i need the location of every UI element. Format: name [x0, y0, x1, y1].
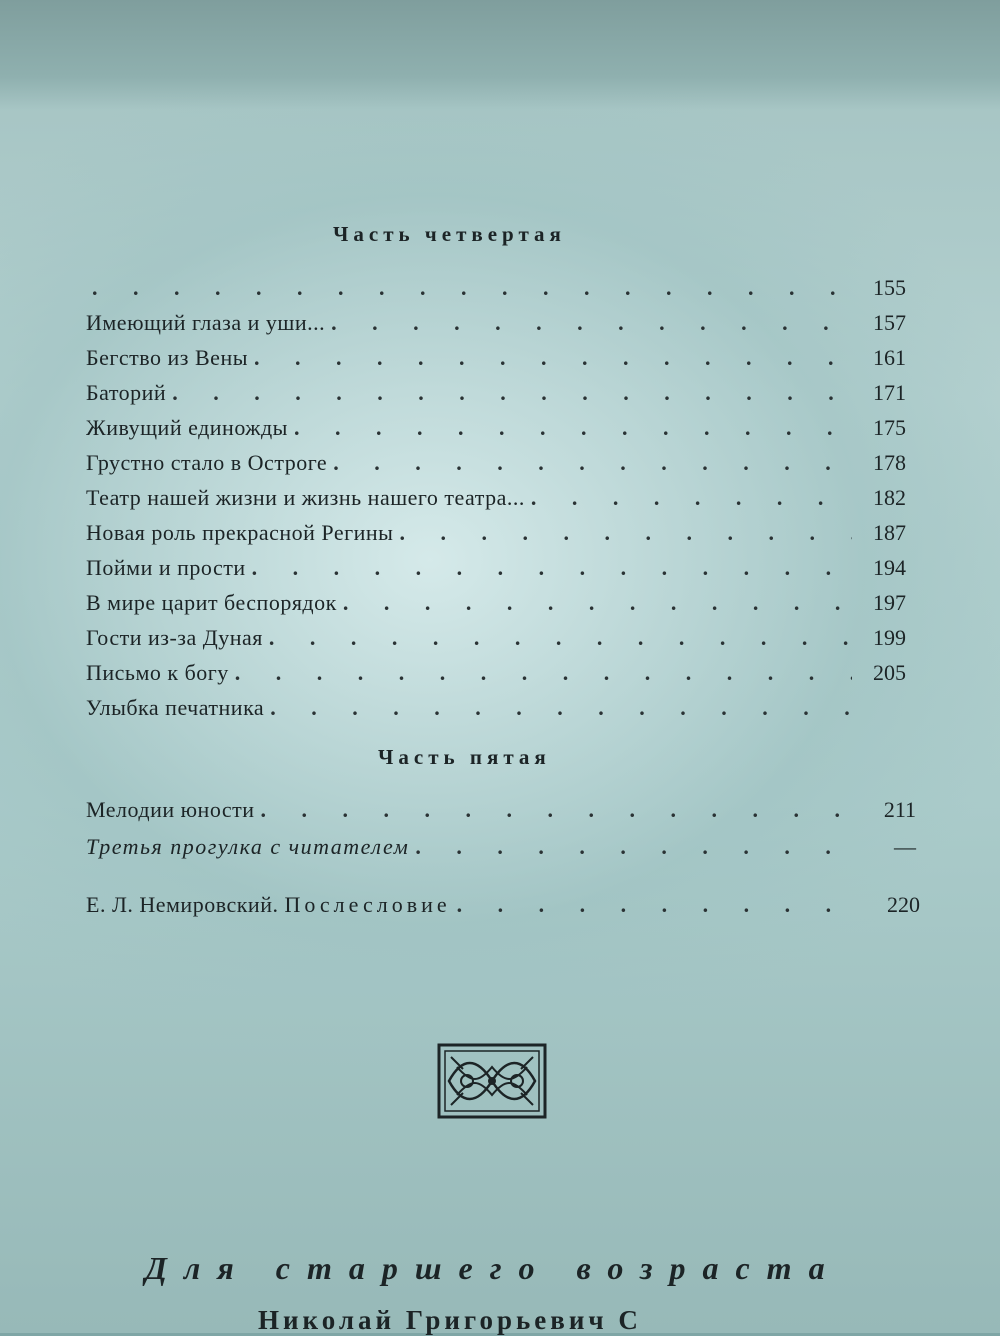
toc-row [86, 345, 906, 377]
toc-row [86, 625, 906, 657]
toc-row [86, 450, 906, 482]
toc-row-page: 178 [873, 450, 906, 475]
toc-row-title: В мире царит беспорядок [86, 590, 337, 615]
toc-row-page: — [894, 834, 916, 859]
toc-row [86, 834, 916, 866]
toc-leader-dots [531, 485, 852, 511]
toc-row-title: Новая роль прекрасной Регины [86, 520, 394, 545]
toc-row-title: Гости из-за Дуная [86, 625, 263, 650]
toc-row [86, 590, 906, 622]
toc-row-page: 161 [873, 345, 906, 370]
toc-row-title: Третья прогулка с читателем [86, 834, 410, 859]
series-label: Для старшего возраста [145, 1250, 842, 1286]
toc-row [86, 695, 906, 727]
toc-row-title: Пойми и прости [86, 555, 246, 580]
toc-leader-dots [294, 415, 852, 441]
toc-row-page: 187 [873, 520, 906, 545]
toc-row-page: 211 [883, 797, 916, 822]
toc-leader-dots [261, 797, 862, 823]
toc-leader-dots [269, 625, 852, 651]
toc-row-page: 182 [873, 485, 906, 510]
toc-row [86, 660, 906, 692]
page-top-shadow [0, 0, 1000, 110]
toc-row [86, 415, 906, 447]
toc-row-page: 175 [873, 415, 906, 440]
toc-leader-dots [270, 695, 852, 721]
toc-row-title: Письмо к богу [86, 660, 229, 685]
toc-leader-dots [172, 380, 852, 406]
toc-row-title: Имеющий глаза и уши... [86, 310, 326, 335]
afterword-author [86, 892, 451, 918]
toc-row-page: 205 [873, 660, 906, 685]
toc-row [86, 520, 906, 552]
toc-row-title: Живущий единожды [86, 415, 288, 440]
toc-leader-dots [92, 275, 852, 301]
toc-leader-dots [343, 590, 852, 616]
part-five-heading: Часть пятая [378, 745, 551, 769]
toc-row-page: 220 [887, 892, 920, 917]
toc-row-page: 157 [873, 310, 906, 335]
afterword-row [86, 892, 920, 924]
toc-row [86, 310, 906, 342]
toc-row-page: 155 [873, 275, 906, 300]
toc-row-title: Бегство из Вены [86, 345, 248, 370]
toc-row [86, 485, 906, 517]
toc-leader-dots [254, 345, 852, 371]
toc-leader-dots [415, 834, 862, 860]
toc-row-page: 199 [873, 625, 906, 650]
toc-leader-dots [252, 555, 852, 581]
toc-row [86, 275, 906, 307]
toc-row [86, 555, 906, 587]
part-four-heading: Часть четвертая [333, 222, 566, 246]
toc-row-title: Улыбка печатника [86, 695, 265, 720]
afterword-author-name: Е. Л. Немировский. [86, 892, 279, 917]
toc-leader-dots [333, 450, 852, 476]
toc-leader-dots [235, 660, 852, 686]
toc-row-page: 194 [873, 555, 906, 580]
toc-row-title: Баторий [86, 380, 167, 405]
toc-leader-dots [457, 892, 866, 918]
toc-row [86, 380, 906, 412]
author-line: Николай Григорьевич С [258, 1305, 642, 1335]
toc-leader-dots [331, 310, 852, 336]
toc-row-page: 171 [873, 380, 906, 405]
toc-row-page: 197 [873, 590, 906, 615]
toc-row-title: Грустно стало в Остроге [86, 450, 328, 475]
toc-leader-dots [399, 520, 852, 546]
afterword-title: Послесловие [284, 892, 451, 917]
toc-row [86, 797, 916, 829]
ornament-vignette [437, 1043, 547, 1119]
toc-row-title: Театр нашей жизни и жизнь нашего театра... [86, 485, 525, 510]
toc-row-title: Мелодии юности [86, 797, 255, 822]
